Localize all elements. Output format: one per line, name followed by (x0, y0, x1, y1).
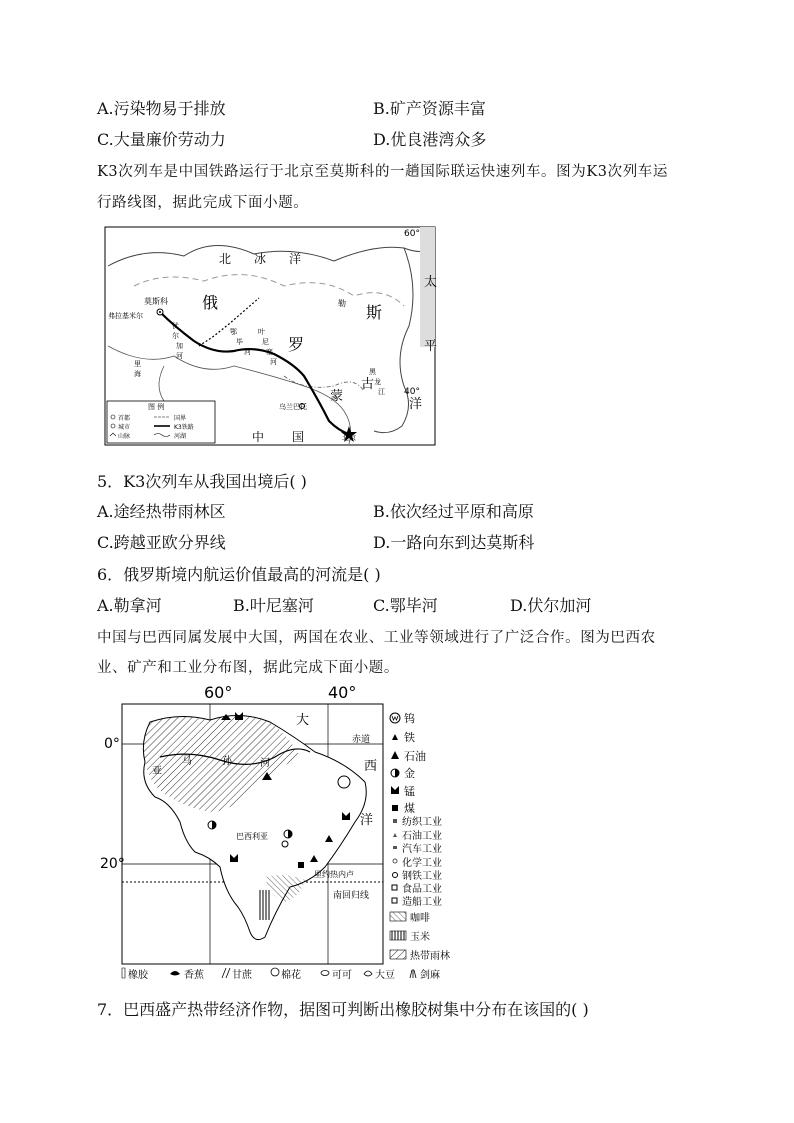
russia-char-1: 俄 (202, 293, 219, 312)
svg-text:亚: 亚 (152, 766, 162, 777)
intro2-line1: 中国与巴西同属发展中大国，两国在农业、工业等领域进行了广泛合作。图为巴西农 (97, 630, 656, 646)
russia-char-3: 斯 (366, 303, 383, 322)
brazil-map (100, 682, 470, 982)
q6-option-d: D.伏尔加河 (510, 596, 592, 615)
china-char-1: 中 (252, 430, 265, 444)
svg-text:毕: 毕 (236, 338, 243, 346)
svg-text:河: 河 (176, 352, 183, 360)
svg-text:食品工业: 食品工业 (402, 884, 442, 895)
svg-text:钨: 钨 (404, 712, 415, 725)
pacific-char-1: 太 (424, 275, 438, 290)
svg-text:热带雨林: 热带雨林 (410, 951, 450, 962)
svg-text:河: 河 (260, 758, 270, 769)
atlantic-char-2: 西 (364, 759, 378, 774)
q6-option-b: B.叶尼塞河 (233, 596, 314, 615)
ulanbator-label: 乌兰巴托 (279, 403, 307, 411)
svg-text:金: 金 (404, 767, 415, 780)
svg-text:汽车工业: 汽车工业 (402, 844, 442, 855)
svg-text:伏: 伏 (172, 322, 179, 330)
svg-text:鄂: 鄂 (230, 328, 237, 336)
option-c: C.大量廉价劳动力 (97, 130, 226, 149)
svg-text:塞: 塞 (266, 348, 273, 356)
q5-option-a: A.途经热带雨林区 (97, 502, 226, 521)
svg-text:咖啡: 咖啡 (410, 913, 430, 924)
intro1-line1: K3次列车是中国铁路运行于北京至莫斯科的一趟国际联运快速列车。图为K3次列车运 (97, 164, 669, 180)
option-d: D.优良港湾众多 (373, 130, 487, 149)
svg-text:化学工业: 化学工业 (402, 858, 442, 869)
q6-option-c: C.鄂毕河 (373, 596, 438, 615)
lat20-label: 20° (100, 856, 125, 872)
svg-text:龙: 龙 (374, 378, 381, 386)
intro2-line2: 业、矿产和工业分布图，据此完成下面小题。 (97, 660, 399, 676)
atlantic-char-3: 洋 (360, 813, 374, 828)
moscow-label: 莫斯科 (144, 297, 168, 306)
option-b: B.矿产资源丰富 (373, 99, 486, 118)
brasilia-label: 巴西利亚 (236, 832, 268, 841)
rio-label: 里约热内卢 (314, 870, 354, 879)
q5-option-c: C.跨越亚欧分界线 (97, 533, 226, 552)
svg-text:山脉: 山脉 (118, 433, 131, 440)
svg-text:钢铁工业: 钢铁工业 (402, 871, 442, 882)
svg-text:可可: 可可 (332, 970, 352, 981)
svg-text:造船工业: 造船工业 (402, 897, 442, 908)
q5-stem: 5．K3次列车从我国出境后( ) (97, 472, 307, 491)
pacific-char-3: 洋 (409, 397, 423, 412)
atlantic-char-1: 大 (296, 713, 310, 728)
q7-stem: 7．巴西盛产热带经济作物，据图可判断出橡胶树集中分布在该国的( ) (97, 1000, 589, 1019)
svg-text:河: 河 (270, 358, 277, 366)
arctic-char-3: 洋 (289, 252, 302, 266)
q5-option-b: B.依次经过平原和高原 (373, 502, 534, 521)
q6-option-a: A.勒拿河 (97, 596, 162, 615)
tropic-label: 南回归线 (333, 891, 370, 901)
russia-char-2: 罗 (288, 335, 305, 354)
svg-text:甘蔗: 甘蔗 (232, 970, 252, 981)
arctic-char-1: 北 (219, 252, 232, 266)
svg-text:河湖: 河湖 (174, 433, 187, 440)
svg-text:玉米: 玉米 (410, 932, 430, 943)
svg-text:黑: 黑 (369, 368, 376, 376)
k3-route-map (104, 226, 450, 448)
city-label: 弗拉基米尔 (108, 312, 143, 320)
q5-option-d: D.一路向东到达莫斯科 (373, 533, 535, 552)
svg-text:橡胶: 橡胶 (128, 970, 148, 981)
svg-text:国界: 国界 (174, 415, 187, 422)
lon40-label: 40° (328, 683, 357, 702)
mongolia-char-2: 古 (361, 377, 375, 392)
svg-text:孙: 孙 (222, 756, 232, 767)
intro1-line2: 行路线图，据此完成下面小题。 (97, 195, 309, 211)
svg-text:城市: 城市 (118, 424, 131, 431)
lat0-label: 0° (104, 736, 120, 752)
svg-text:江: 江 (378, 388, 385, 396)
q6-stem: 6．俄罗斯境内航运价值最高的河流是( ) (97, 565, 381, 584)
svg-text:石油工业: 石油工业 (402, 831, 442, 842)
pacific-char-2: 平 (424, 339, 438, 354)
lon60-label: 60° (204, 683, 233, 702)
svg-text:海: 海 (134, 370, 141, 378)
svg-text:马: 马 (182, 756, 192, 767)
svg-text:大豆: 大豆 (375, 970, 395, 981)
china-char-2: 国 (292, 430, 305, 444)
option-a: A.污染物易于排放 (97, 99, 226, 118)
lat40-label: 40° (404, 387, 420, 397)
svg-text:纺织工业: 纺织工业 (402, 817, 442, 828)
svg-text:锰: 锰 (404, 785, 415, 798)
svg-text:铁: 铁 (404, 731, 415, 744)
svg-text:尼: 尼 (262, 338, 269, 346)
equator-label: 赤道 (352, 735, 371, 745)
svg-text:剑麻: 剑麻 (420, 970, 440, 981)
svg-text:棉花: 棉花 (281, 970, 301, 981)
svg-text:香蕉: 香蕉 (184, 970, 204, 981)
lat60-label: 60° (404, 229, 420, 239)
svg-text:尔: 尔 (172, 332, 179, 340)
svg-text:首都: 首都 (118, 415, 131, 422)
svg-text:叶: 叶 (258, 328, 265, 336)
legend-title: 图 例 (148, 403, 165, 411)
beijing-label: 北京 (342, 434, 356, 442)
lena-label: 勒 (338, 299, 346, 308)
svg-text:K3铁路: K3铁路 (174, 424, 194, 431)
svg-text:河: 河 (244, 348, 251, 356)
svg-text:煤: 煤 (404, 802, 415, 815)
svg-text:里: 里 (134, 360, 141, 368)
svg-text:石油: 石油 (404, 750, 426, 763)
mongolia-char-1: 蒙 (330, 389, 344, 404)
arctic-char-2: 冰 (254, 252, 267, 266)
svg-text:加: 加 (176, 342, 183, 350)
